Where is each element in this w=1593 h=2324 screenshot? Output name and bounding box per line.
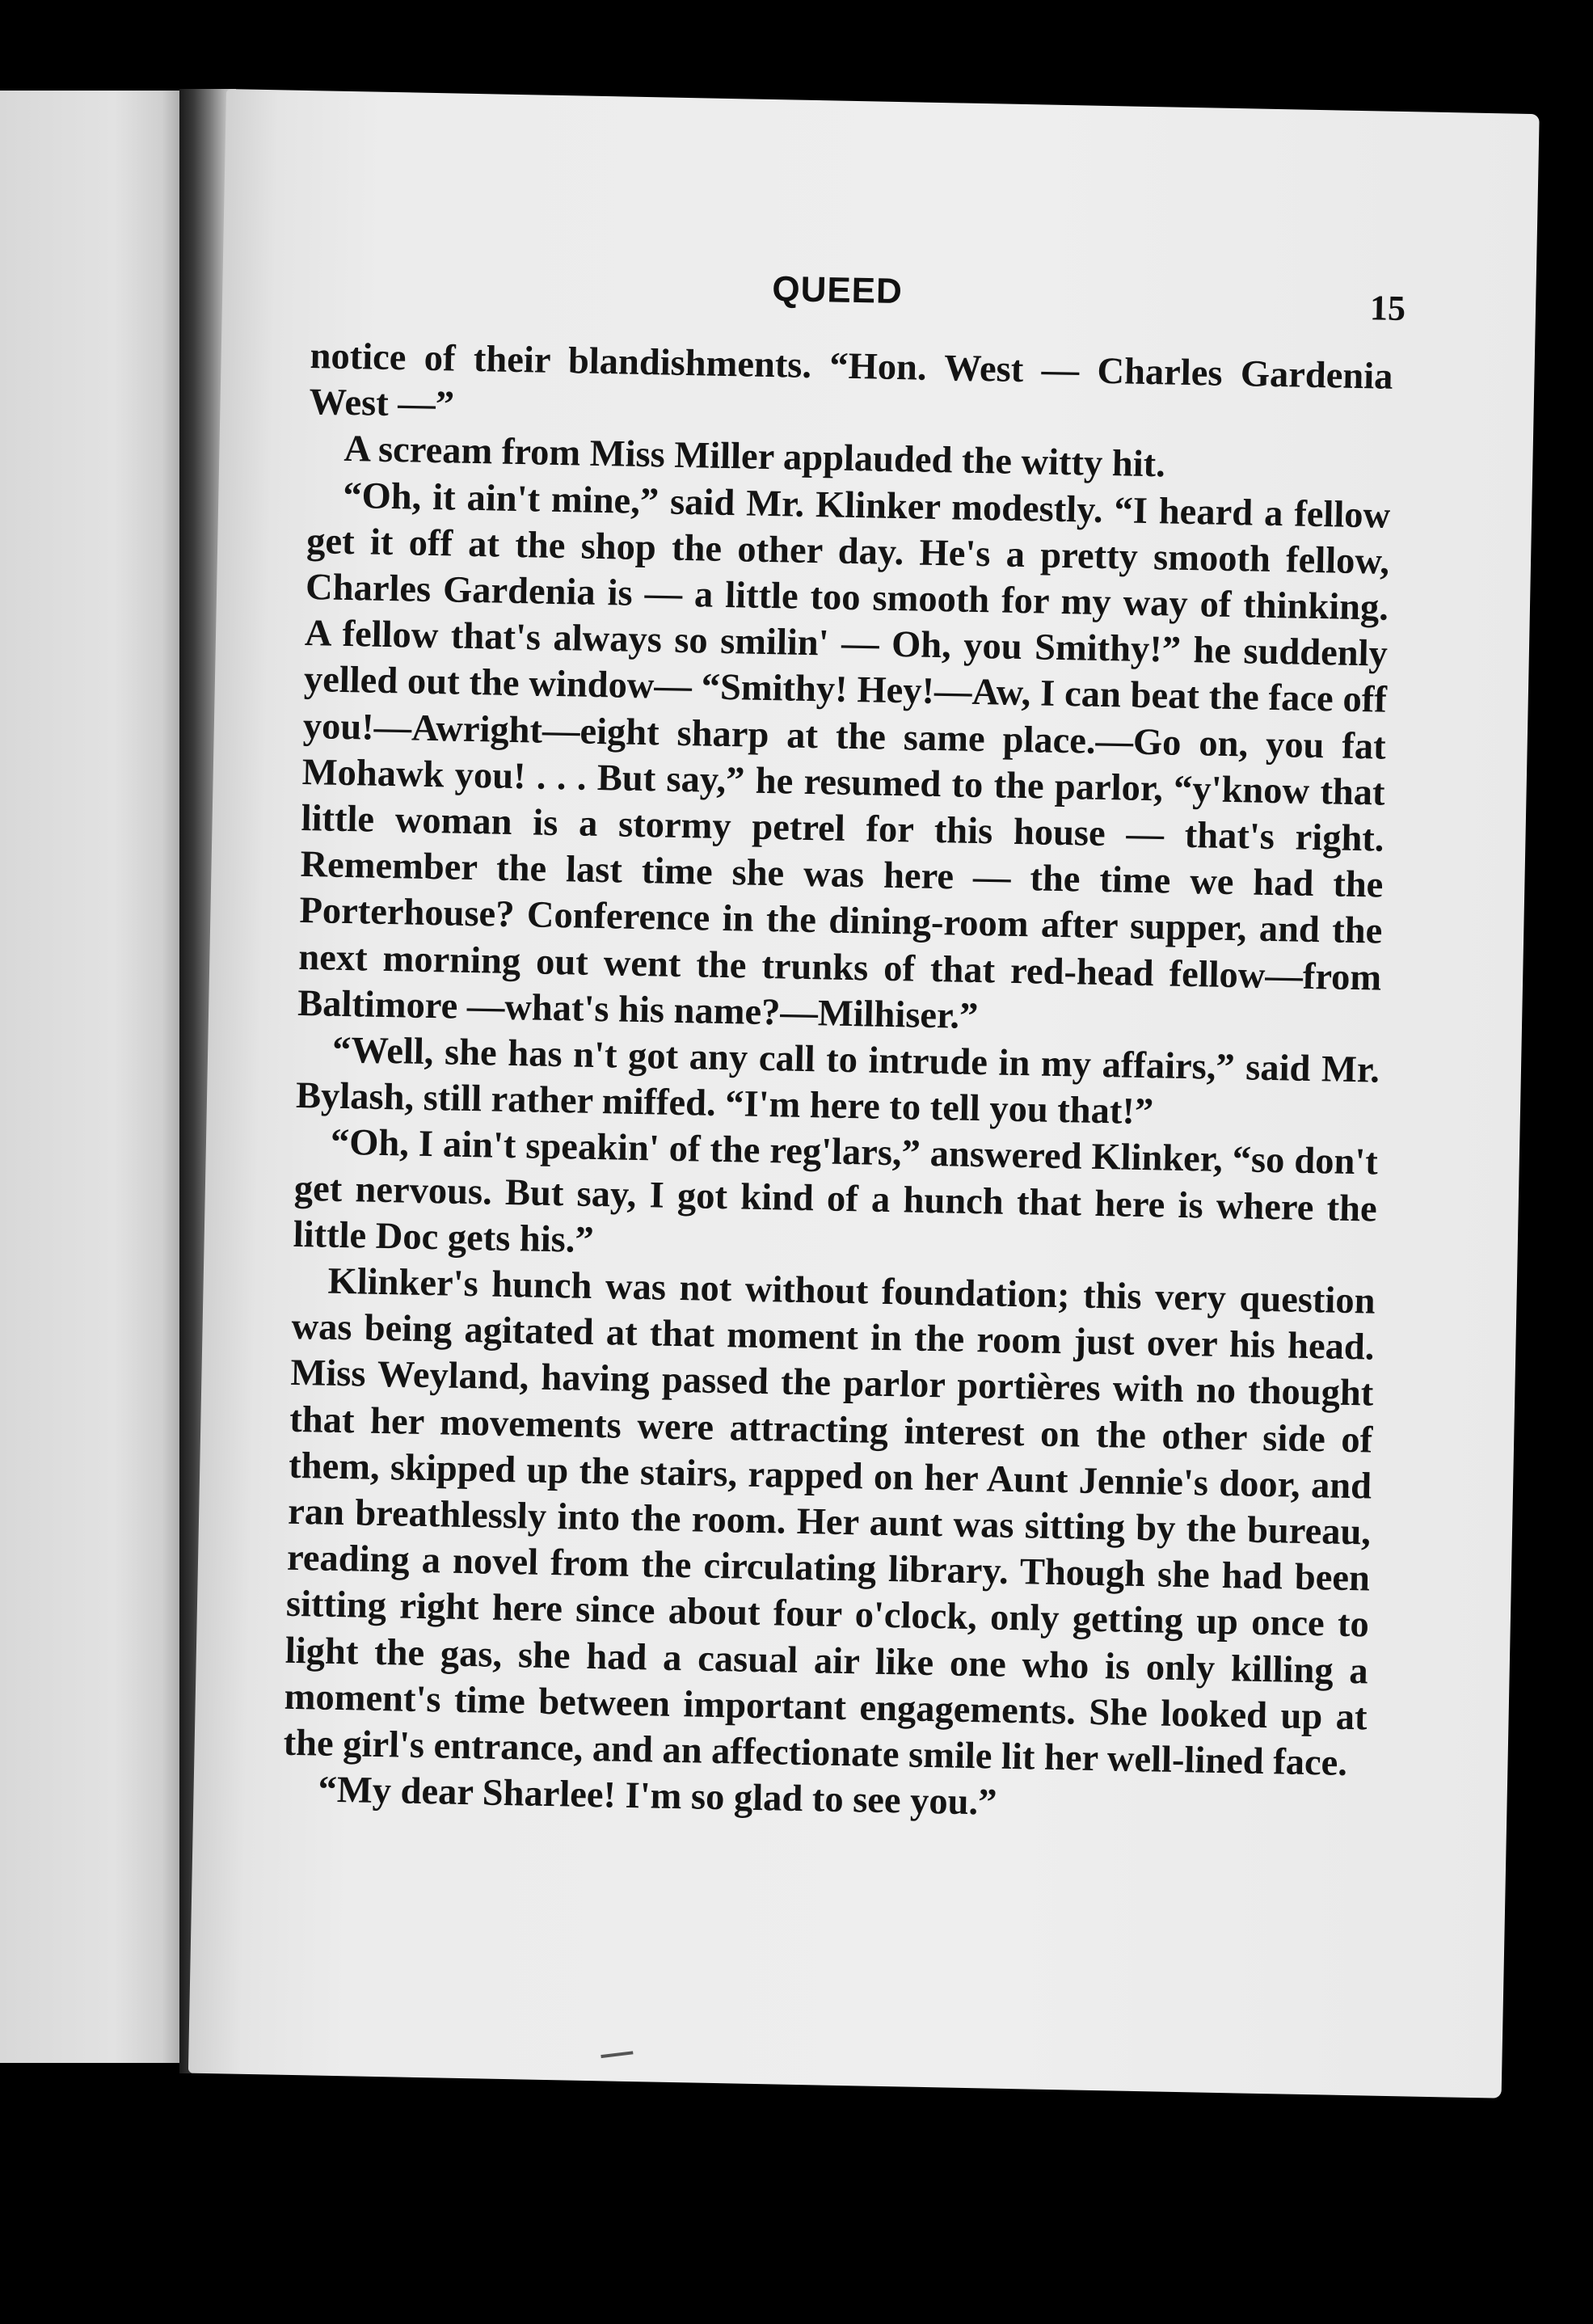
running-head-title: QUEED [771,269,904,312]
left-page-edge [0,91,191,2063]
page-number: 15 [1369,288,1406,329]
paragraph: “Oh, it ain't mine,” said Mr. Klinker modestly. “I heard a fellow get it off at the shop the other day. He's a pretty smooth fellow, Charles Gardenia is — a little too smooth for my way of thinking. A fellow that's always so smilin' — Oh, you Smithy!” he suddenly yelled out the window— “Smithy! Hey!—Aw, I can beat the face off you!—Awright—eight sharp at the same place.—Go on, you fat Mohawk you! . . . But say,” he resumed to the parlor, “y'know that little woman is a stormy petrel for this house — that's right. Remember the last time she was here — the time we had the Porterhouse? Conference in the dining-room after supper, and the next morning out went the trunks of that red-head fellow—from Baltimore —what's his name?—Milhiser.” [297,475,1391,1037]
paragraph: “Oh, I ain't speakin' of the reg'lars,” answered Klinker, “so don't get nervous. But say, I got kind of a hunch that here is where the little Doc gets his.” [293,1122,1379,1261]
book-page [188,89,1540,2098]
paragraph: notice of their blandishments. “Hon. West — Charles Gardenia West —” [309,335,1393,426]
paragraph: “My dear Sharlee! I'm so glad to see you.” [318,1769,997,1824]
paragraph: Klinker's hunch was not without foundation; this very question was being agitated at that moment in the room just over his head. Miss Weyland, having passed the parlor portières with no thought that her movements were attracting interest on the other side of them, skipped up the stairs, rapped on her Aunt Jennie's door, and ran breathlessly into the room. Her aunt was sitting by the bureau, reading a novel from the circulating library. Though she had been sitting right here since about four o'clock, only getting up once to light the gas, she had a casual air like one who is only killing a moment's time between important engagements. She looked up at the girl's entrance, and an affectionate smile lit her well-lined face. [283,1260,1376,1785]
body-text [282,333,1393,1833]
running-head [222,259,1536,332]
paragraph: A scream from Miss Miller applauded the witty hit. [343,428,1166,486]
print-mark [601,2051,633,2058]
paragraph: “Well, she has n't got any call to intrude in my affairs,” said Mr. Bylash, still rather miffed. “I'm here to tell you that!” [295,1029,1380,1133]
